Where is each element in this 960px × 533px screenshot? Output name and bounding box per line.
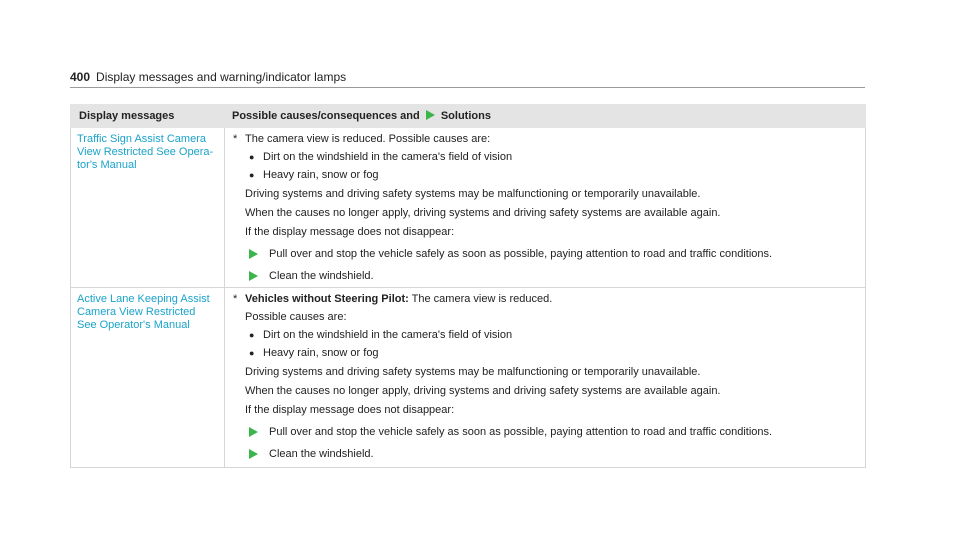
lead-bold-text: Vehicles without Steering Pilot: <box>245 293 409 305</box>
message-line: Active Lane Keeping Assist <box>77 293 210 305</box>
green-triangle-arrow-icon <box>249 247 263 261</box>
bullet-text: Dirt on the windshield in the camera's field of vision <box>263 329 513 341</box>
paragraph: If the display message does not disappear: <box>245 404 455 416</box>
step-text: Pull over and stop the vehicle safely as soon as possible, paying attention to road and traffic conditions. <box>269 248 773 260</box>
col-header-display-messages: Display messages <box>71 105 225 128</box>
message-line: View Restricted See Opera- <box>77 146 214 158</box>
display-messages-table <box>70 104 866 468</box>
table-row <box>71 288 866 468</box>
step-text: Clean the windshield. <box>269 448 374 460</box>
causes-solutions-cell <box>225 128 866 288</box>
lead-text: The camera view is reduced. <box>408 293 553 305</box>
message-line: Camera View Restricted <box>77 306 196 318</box>
paragraph: Possible causes are: <box>245 311 347 323</box>
paragraph: When the causes no longer apply, driving systems and driving safety systems are available again. <box>245 385 721 397</box>
solution-step <box>231 425 859 439</box>
message-line: See Operator's Manual <box>77 319 190 331</box>
page-header <box>70 70 865 86</box>
bullet-item <box>231 346 859 360</box>
bullet-text: Heavy rain, snow or fog <box>263 169 379 181</box>
bullet-text: Dirt on the windshield in the camera's field of vision <box>263 151 513 163</box>
paragraph: Driving systems and driving safety systems may be malfunctioning or temporarily unavailable. <box>245 366 701 378</box>
solution-step <box>231 247 859 261</box>
header-rule <box>70 87 865 88</box>
table-row <box>71 128 866 288</box>
paragraph: If the display message does not disappear: <box>245 226 455 238</box>
lead-line <box>231 292 859 306</box>
message-line: tor's Manual <box>77 159 137 171</box>
page-title: Display messages and warning/indicator lamps <box>96 70 347 84</box>
message-line: Traffic Sign Assist Camera <box>77 133 206 145</box>
solution-step <box>231 447 859 461</box>
asterisk-mark: * <box>233 293 238 305</box>
bullet-dot-icon: ● <box>249 330 255 340</box>
bullet-item <box>231 328 859 342</box>
bullet-item <box>231 168 859 182</box>
col-header-causes-label: Possible causes/consequences and <box>232 109 420 122</box>
display-message-link[interactable] <box>77 132 218 172</box>
green-triangle-arrow-icon <box>249 447 263 461</box>
message-cell <box>71 288 225 468</box>
green-triangle-arrow-icon <box>249 425 263 439</box>
table-header-row <box>71 105 866 128</box>
step-text: Pull over and stop the vehicle safely as soon as possible, paying attention to road and traffic conditions. <box>269 426 773 438</box>
causes-solutions-cell <box>225 288 866 468</box>
page-number: 400 <box>70 70 91 84</box>
solution-step <box>231 269 859 283</box>
bullet-item <box>231 150 859 164</box>
paragraph: When the causes no longer apply, driving systems and driving safety systems are available again. <box>245 207 721 219</box>
paragraph: Driving systems and driving safety systems may be malfunctioning or temporarily unavailable. <box>245 188 701 200</box>
display-message-link[interactable] <box>77 292 218 332</box>
lead-text: The camera view is reduced. Possible causes are: <box>245 133 491 145</box>
step-text: Clean the windshield. <box>269 270 374 282</box>
col-header-solutions-label: Solutions <box>440 109 491 122</box>
message-cell <box>71 128 225 288</box>
bullet-text: Heavy rain, snow or fog <box>263 347 379 359</box>
asterisk-mark: * <box>233 133 238 145</box>
lead-line <box>231 132 859 146</box>
green-triangle-arrow-icon <box>426 110 435 124</box>
green-triangle-arrow-icon <box>249 269 263 283</box>
bullet-dot-icon: ● <box>249 170 255 180</box>
bullet-dot-icon: ● <box>249 348 255 358</box>
col-header-causes-solutions <box>225 105 866 128</box>
bullet-dot-icon: ● <box>249 152 255 162</box>
